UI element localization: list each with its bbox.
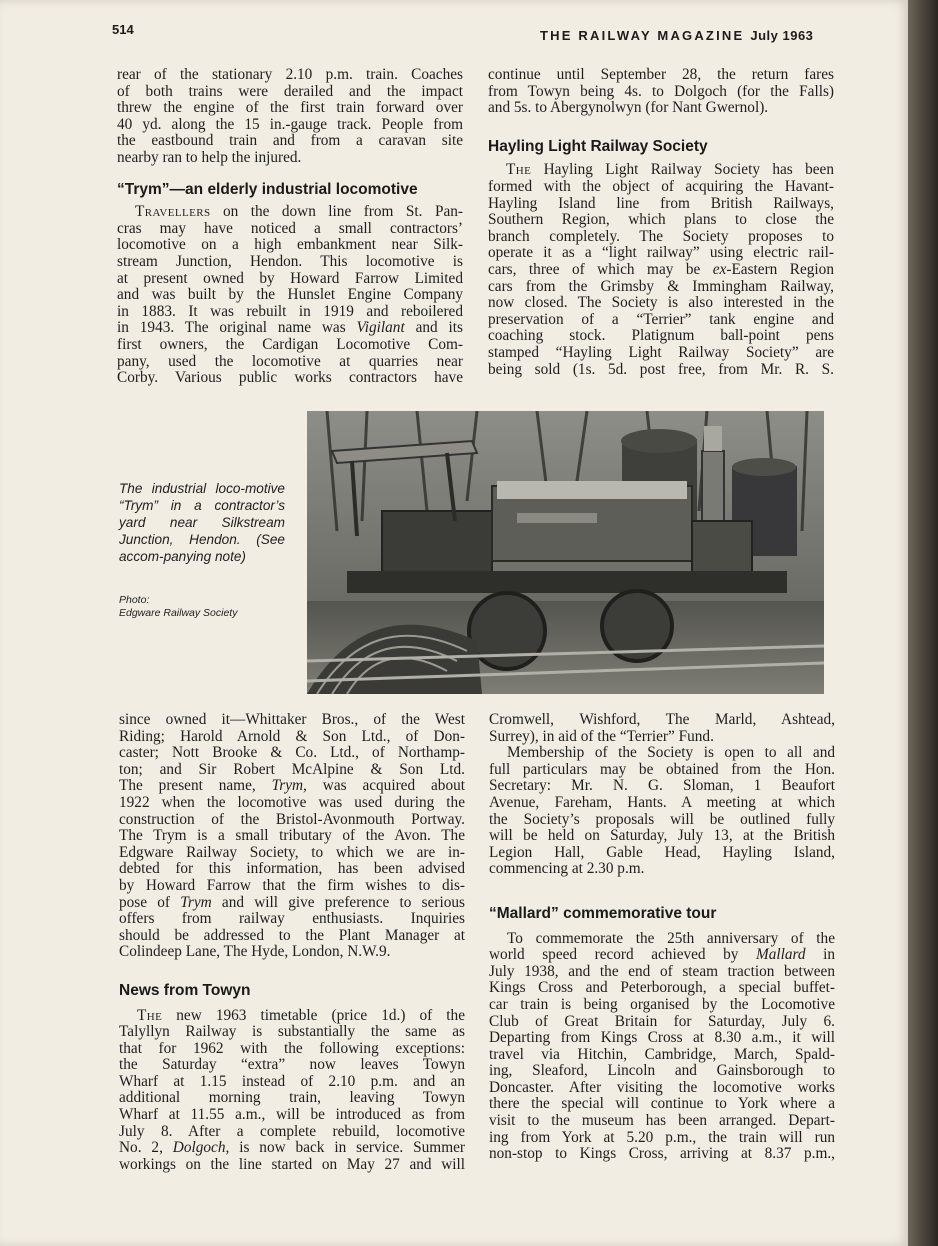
text-fragment: The present name, bbox=[119, 777, 272, 795]
text-line: ton; and Sir Robert McAlpine & Son Ltd. bbox=[119, 760, 465, 778]
text-line: Legion Hall, Gable Head, Hayling Island, bbox=[489, 843, 835, 861]
locomotive-photo bbox=[307, 411, 824, 694]
text-fragment: and will give preference to serious bbox=[211, 893, 465, 911]
text-line: caster; Nott Brooke & Co. Ltd., of Northamp- bbox=[119, 744, 465, 762]
mallard-italic: Mallard bbox=[755, 946, 806, 964]
text-line: additional morning train, leaving Towyn bbox=[119, 1089, 465, 1107]
lead-word: Travellers bbox=[135, 203, 211, 221]
text-line: Talyllyn Railway is substantially the same as bbox=[119, 1023, 465, 1041]
page-number: 514 bbox=[112, 22, 134, 37]
running-header bbox=[540, 28, 813, 43]
text-line: workings on the line started on May 27 and will bbox=[119, 1155, 465, 1173]
hayling-paragraph bbox=[488, 162, 834, 378]
text-line: and 5s. to Abergynolwyn (for Nant Gwernol). bbox=[488, 99, 769, 117]
text-fragment: No. 2, bbox=[119, 1139, 173, 1157]
text-line: Avenue, Fareham, Hants. A meeting at which bbox=[489, 793, 835, 811]
vigilant-italic: Vigilant bbox=[356, 319, 405, 337]
text-line bbox=[119, 778, 465, 795]
text-line: from Towyn being 4s. to Dolgoch (for the Falls) bbox=[488, 82, 834, 100]
dolgoch-italic: Dolgoch, bbox=[172, 1139, 230, 1157]
text-line: Cromwell, Wishford, The Marld, Ashtead, bbox=[489, 711, 835, 728]
text-fragment: new 1963 timetable (price 1d.) of the bbox=[162, 1006, 465, 1024]
text-line: will be held on Saturday, July 13, at the British bbox=[489, 827, 835, 845]
column-right-bottom bbox=[489, 712, 835, 1163]
text-line: July 1938, and the end of steam traction between bbox=[489, 962, 835, 980]
issue-date: July 1963 bbox=[750, 28, 814, 43]
text-fragment: on the down line from St. Pan- bbox=[210, 203, 463, 221]
locomotive-photo-drawing bbox=[307, 411, 824, 694]
text-line bbox=[488, 262, 834, 279]
page-edge-shadow bbox=[908, 0, 938, 1246]
ex-italic: ex bbox=[712, 260, 727, 278]
text-fragment: was acquired about bbox=[306, 777, 465, 795]
text-line: To commemorate the 25th anniversary of the bbox=[507, 929, 835, 947]
trym-paragraph bbox=[117, 204, 463, 387]
text-line: non-stop to Kings Cross, arriving at 8.37 p.m., bbox=[489, 1145, 835, 1163]
text-line: cras may have noticed a small contractors’ bbox=[117, 219, 463, 237]
text-line bbox=[117, 204, 463, 221]
text-line: first owners, the Cardigan Locomotive Com- bbox=[117, 335, 463, 353]
text-fragment: pose of bbox=[119, 893, 181, 911]
text-line: stream Junction, Hendon. This locomotive is bbox=[117, 252, 463, 270]
text-line: 40 yd. along the 15 in.-gauge track. People from bbox=[117, 115, 463, 133]
towyn-paragraph bbox=[119, 1008, 465, 1174]
text-line: pany, used the locomotive at quarries near bbox=[117, 352, 463, 370]
text-line: nearby ran to help the injured. bbox=[117, 148, 302, 166]
text-line: commencing at 2.30 p.m. bbox=[489, 860, 645, 878]
text-line: full particulars may be obtained from the Hon. bbox=[489, 760, 835, 778]
text-line: 1922 when the locomotive was used during the bbox=[119, 793, 465, 811]
text-line: threw the engine of the first train forward over bbox=[117, 99, 463, 117]
text-line bbox=[117, 320, 463, 337]
photo-credit-name: Edgware Railway Society bbox=[119, 607, 238, 619]
text-line: Hayling Island line from British Railways, bbox=[488, 194, 834, 212]
text-line: branch completely. The Society proposes to bbox=[488, 227, 834, 245]
trym-paragraph-continued bbox=[119, 712, 465, 961]
column-right-top bbox=[488, 67, 834, 378]
text-line: by Howard Farrow that the firm wishes to dis- bbox=[119, 876, 465, 894]
text-line: Departing from Kings Cross at 8.30 a.m., it will bbox=[489, 1029, 835, 1047]
text-line: formed with the object of acquiring the Havant- bbox=[488, 177, 834, 195]
membership-paragraph bbox=[489, 745, 835, 878]
accident-paragraph-end bbox=[117, 67, 463, 167]
text-line: since owned it—Whittaker Bros., of the West bbox=[119, 711, 465, 728]
photo-label: Photo: bbox=[119, 594, 150, 606]
photo-credit bbox=[119, 594, 289, 620]
text-line: of both trains were derailed and the impact bbox=[117, 82, 463, 100]
text-line: Club of Great Britain for Saturday, July 6. bbox=[489, 1012, 835, 1030]
text-fragment: world speed record achieved by bbox=[489, 946, 756, 964]
text-line: Corby. Various public works contractors have bbox=[117, 369, 463, 387]
lead-word: The bbox=[137, 1006, 163, 1024]
text-line: cars from the Grimsby & Immingham Railway, bbox=[488, 277, 834, 295]
photo-caption: The industrial loco-motive “Trym” in a contractor’s yard near Silkstream Junction, Hendon. (See accom-panying note) bbox=[119, 481, 285, 564]
mallard-paragraph bbox=[489, 931, 835, 1163]
text-fragment: cars, three of which may be bbox=[488, 260, 713, 278]
magazine-title: THE RAILWAY MAGAZINE bbox=[540, 28, 745, 43]
trym-italic: Trym bbox=[180, 893, 212, 911]
text-line: now closed. The Society is also interested in the bbox=[488, 294, 834, 312]
text-line: ing, Sleaford, Lincoln and Gainsborough to bbox=[489, 1062, 835, 1080]
text-line: The Trym is a small tributary of the Avon. The bbox=[119, 827, 465, 845]
text-line: debted for this information, has been advised bbox=[119, 860, 465, 878]
text-line bbox=[119, 1008, 465, 1025]
text-line: in 1883. It was rebuilt in 1919 and reboilered bbox=[117, 302, 463, 320]
text-line: should be addressed to the Plant Manager at bbox=[119, 926, 465, 944]
text-line bbox=[488, 162, 834, 179]
text-line: Secretary: Mr. N. G. Sloman, 1 Beaufort bbox=[489, 777, 835, 795]
text-line: ing from York at 5.20 p.m., the train will run bbox=[489, 1128, 835, 1146]
text-fragment: in 1943. The original name was bbox=[117, 319, 357, 337]
towyn-heading: News from Towyn bbox=[119, 981, 251, 999]
text-fragment: -Eastern Region bbox=[726, 260, 834, 278]
text-line bbox=[489, 947, 835, 964]
text-line bbox=[119, 895, 465, 912]
text-line: continue until September 28, the return fares bbox=[488, 66, 834, 83]
text-line: Doncaster. After visiting the locomotive works bbox=[489, 1078, 835, 1096]
text-line: Surrey), in aid of the “Terrier” Fund. bbox=[489, 727, 714, 745]
text-line: Wharf at 1.15 instead of 2.10 p.m. and an bbox=[119, 1072, 465, 1090]
text-line: coaching stock. Platignum ball-point pens bbox=[488, 327, 834, 345]
text-line: at present owned by Howard Farrow Limited bbox=[117, 269, 463, 287]
text-line: construction of the Bristol-Avonmouth Portway. bbox=[119, 810, 465, 828]
text-line: Wharf at 11.55 a.m., will be introduced as from bbox=[119, 1106, 465, 1124]
text-line bbox=[119, 1140, 465, 1157]
text-line: travel via Hitchin, Cambridge, March, Spald- bbox=[489, 1045, 835, 1063]
text-line: rear of the stationary 2.10 p.m. train. Coaches bbox=[117, 66, 463, 83]
text-fragment: in bbox=[805, 946, 835, 964]
lead-word: The bbox=[506, 161, 532, 179]
text-line: and was built by the Hunslet Engine Company bbox=[117, 286, 463, 304]
text-line: visit to the museum has been arranged. Depart- bbox=[489, 1112, 835, 1130]
trym-heading: “Trym”—an elderly industrial locomotive bbox=[117, 180, 418, 198]
text-fragment: is now back in service. Summer bbox=[229, 1139, 465, 1157]
trym-italic: Trym, bbox=[271, 777, 307, 795]
text-line: Membership of the Society is open to all and bbox=[507, 744, 835, 762]
text-line: offers from railway enthusiasts. Inquiries bbox=[119, 910, 465, 928]
text-line: operate it as a “light railway” using electric rail- bbox=[488, 244, 834, 262]
text-line: that for 1962 with the following exceptions: bbox=[119, 1039, 465, 1057]
text-line: Colindeep Lane, The Hyde, London, N.W.9. bbox=[119, 943, 391, 961]
text-fragment: and its bbox=[404, 319, 463, 337]
column-left-top bbox=[117, 67, 463, 387]
text-line: preservation of a “Terrier” tank engine and bbox=[488, 310, 834, 328]
text-line: the eastbound train and from a caravan site bbox=[117, 132, 463, 150]
text-line: Edgware Railway Society, to which we are in- bbox=[119, 843, 465, 861]
text-line: the Saturday “extra” now leaves Towyn bbox=[119, 1056, 465, 1074]
text-line: being sold (1s. 5d. post free, from Mr. R. S. bbox=[488, 360, 834, 378]
text-line: locomotive on a high embankment near Silk- bbox=[117, 236, 463, 254]
text-fragment: Hayling Light Railway Society has been bbox=[531, 161, 834, 179]
towyn-continued bbox=[488, 67, 834, 117]
text-line: Southern Region, which plans to close the bbox=[488, 211, 834, 229]
text-line: Kings Cross and Peterborough, a special buffet- bbox=[489, 979, 835, 997]
text-line: July 8. After a complete rebuild, locomotive bbox=[119, 1122, 465, 1140]
text-line: Riding; Harold Arnold & Son Ltd., of Don- bbox=[119, 727, 465, 745]
hayling-paragraph-continued bbox=[489, 712, 835, 745]
text-line: car train is being organised by the Locomotive bbox=[489, 995, 835, 1013]
text-line: there the special will continue to York where a bbox=[489, 1095, 835, 1113]
hayling-heading: Hayling Light Railway Society bbox=[488, 137, 708, 155]
column-left-bottom bbox=[119, 712, 465, 1173]
text-line: stamped “Hayling Light Railway Society” are bbox=[488, 343, 834, 361]
mallard-heading: “Mallard” commemorative tour bbox=[489, 904, 717, 922]
text-line: the Society’s proposals will be outlined fully bbox=[489, 810, 835, 828]
